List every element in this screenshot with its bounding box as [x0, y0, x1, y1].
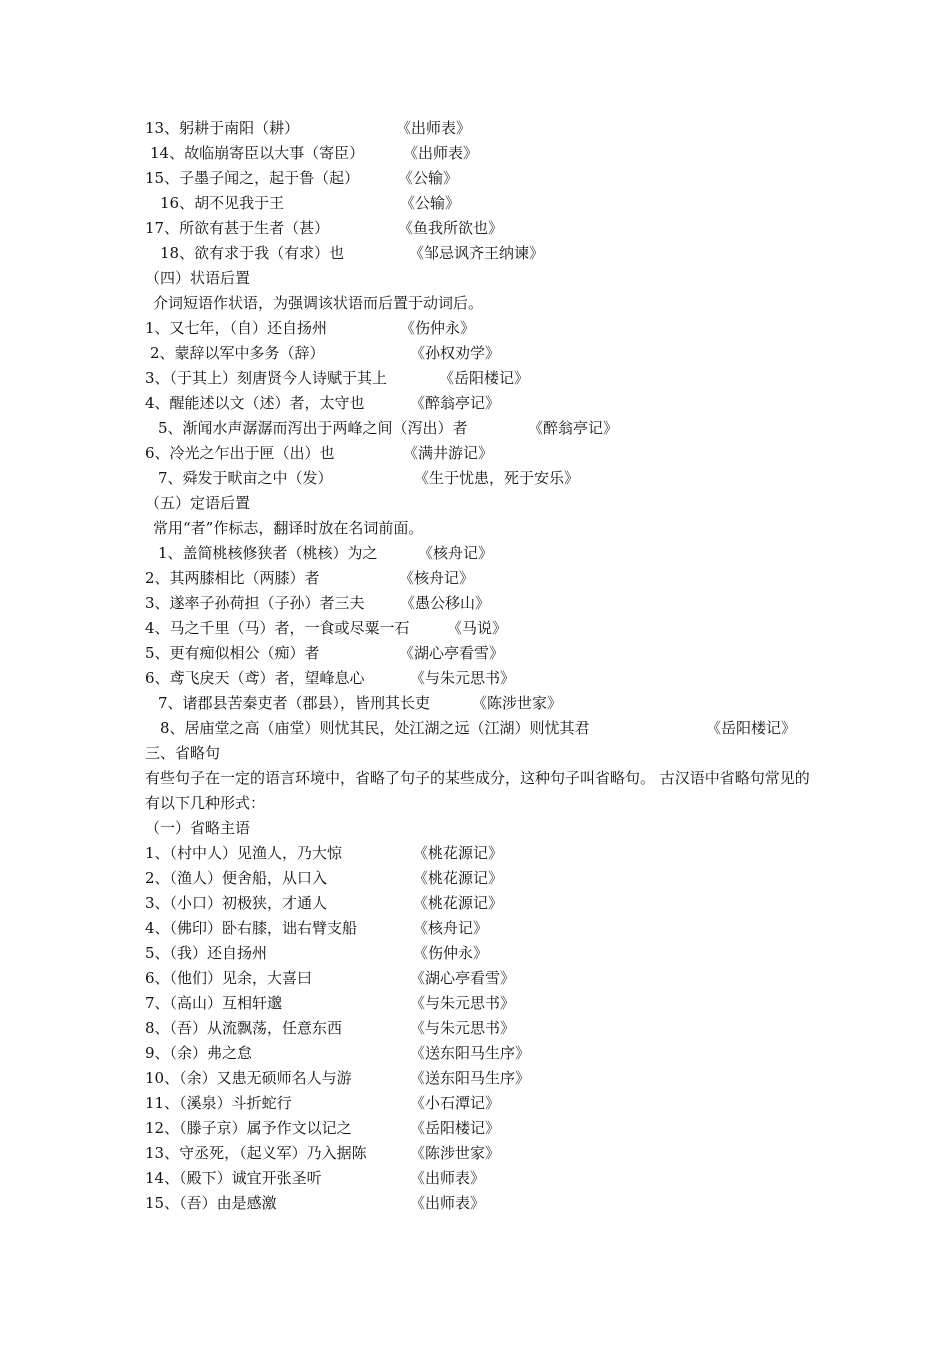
item-text: 5、更有痴似相公（痴）者: [145, 644, 320, 662]
item-text: 13、躬耕于南阳（耕）: [145, 119, 300, 137]
item-source: 《鱼我所欲也》: [398, 219, 504, 237]
item-source: 《孙权劝学》: [410, 344, 501, 362]
item-source: 《愚公移山》: [400, 594, 491, 612]
heading-text: （四）状语后置: [145, 269, 251, 287]
item-source: 《出师表》: [403, 144, 479, 162]
item-source: 《陈涉世家》: [472, 694, 563, 712]
item-source: 《公输》: [398, 169, 459, 187]
item-source: 《桃花源记》: [413, 869, 504, 887]
item-text: 11、（溪泉）斗折蛇行: [145, 1094, 292, 1112]
item-text: 8、（吾）从流飘荡，任意东西: [145, 1019, 343, 1037]
item-text: 14、故临崩寄臣以大事（寄臣）: [150, 144, 365, 162]
heading-text: 三、省略句: [145, 744, 221, 762]
item-text: 2、其两膝相比（两膝）者: [145, 569, 320, 587]
paragraph: 有些句子在一定的语言环境中，省略了句子的某些成分，这种句子叫省略句。 古汉语中省略句常见的有以下几种形式：: [145, 769, 810, 812]
item-source: 《与朱元思书》: [410, 669, 516, 687]
item-text: 7、诸郡县苦秦吏者（郡县），皆刑其长吏: [158, 694, 431, 712]
item-text: 1、（村中人）见渔人，乃大惊: [145, 844, 343, 862]
item-source: 《岳阳楼记》: [706, 719, 797, 737]
item-source: 《湖心亭看雪》: [410, 969, 516, 987]
paragraph-text: 介词短语作状语，为强调该状语而后置于动词后。: [153, 294, 484, 312]
item-source: 《核舟记》: [399, 569, 475, 587]
item-text: 3、（小口）初极狭，才通人: [145, 894, 328, 912]
item-text: 9、（余）弗之怠: [145, 1044, 253, 1062]
item-text: 10、（余）又患无硕师名人与游: [145, 1069, 352, 1087]
item-text: 18、欲有求于我（有求）也: [160, 244, 345, 262]
item-source: 《湖心亭看雪》: [399, 644, 505, 662]
item-source: 《送东阳马生序》: [410, 1069, 531, 1087]
item-text: 6、（他们）见余，大喜曰: [145, 969, 313, 987]
item-source: 《满井游记》: [403, 444, 494, 462]
item-source: 《陈涉世家》: [410, 1144, 501, 1162]
item-source: 《生于忧患，死于安乐》: [414, 469, 580, 487]
item-source: 《马说》: [447, 619, 508, 637]
item-source: 《桃花源记》: [413, 844, 504, 862]
item-text: 8、居庙堂之高（庙堂）则忧其民，处江湖之远（江湖）则忧其君: [160, 719, 590, 737]
item-source: 《出师表》: [410, 1194, 486, 1212]
item-source: 《伤仲永》: [413, 944, 489, 962]
item-text: 4、（佛印）卧右膝，诎右臂支船: [145, 919, 358, 937]
item-source: 《与朱元思书》: [410, 1019, 516, 1037]
item-text: 13、守丞死，（起义军）乃入据陈: [145, 1144, 367, 1162]
item-source: 《岳阳楼记》: [439, 369, 530, 387]
item-source: 《送东阳马生序》: [410, 1044, 531, 1062]
item-source: 《醉翁亭记》: [528, 419, 619, 437]
item-text: 1、又七年，（自）还自扬州: [145, 319, 328, 337]
item-text: 12、（滕子京）属予作文以记之: [145, 1119, 352, 1137]
paragraph-text: 常用“者”作标志，翻译时放在名词前面。: [153, 519, 424, 537]
item-text: 17、所欲有甚于生者（甚）: [145, 219, 330, 237]
item-text: 15、子墨子闻之，起于鲁（起）: [145, 169, 360, 187]
item-text: 15、（吾）由是感激: [145, 1194, 277, 1212]
item-text: 4、醒能述以文（述）者，太守也: [145, 394, 365, 412]
heading-text: （五）定语后置: [145, 494, 251, 512]
item-text: 3、遂率子孙荷担（子孙）者三夫: [145, 594, 365, 612]
item-source: 《核舟记》: [418, 544, 494, 562]
item-source: 《伤仲永》: [400, 319, 476, 337]
item-text: 5、渐闻水声潺潺而泻出于两峰之间（泻出）者: [158, 419, 468, 437]
item-source: 《出师表》: [396, 119, 472, 137]
item-text: 14、（殿下）诚宜开张圣听: [145, 1169, 322, 1187]
item-text: 7、舜发于畎亩之中（发）: [158, 469, 333, 487]
item-text: 16、胡不见我于王: [160, 194, 285, 212]
item-text: 7、（高山）互相轩邈: [145, 994, 283, 1012]
item-source: 《邹忌讽齐王纳谏》: [409, 244, 545, 262]
item-source: 《岳阳楼记》: [410, 1119, 501, 1137]
item-source: 《核舟记》: [413, 919, 489, 937]
item-text: 4、马之千里（马）者，一食或尽粟一石: [145, 619, 410, 637]
item-source: 《出师表》: [410, 1169, 486, 1187]
item-text: 2、（渔人）便舍船，从口入: [145, 869, 328, 887]
item-source: 《与朱元思书》: [410, 994, 516, 1012]
item-text: 6、鸢飞戾天（鸢）者，望峰息心: [145, 669, 365, 687]
item-source: 《公输》: [400, 194, 461, 212]
item-source: 《小石潭记》: [410, 1094, 501, 1112]
item-text: 3、（于其上）刻唐贤今人诗赋于其上: [145, 369, 388, 387]
item-text: 5、（我）还自扬州: [145, 944, 268, 962]
heading-text: （一）省略主语: [145, 819, 251, 837]
item-source: 《桃花源记》: [413, 894, 504, 912]
item-text: 6、冷光之乍出于匣（出）也: [145, 444, 335, 462]
item-source: 《醉翁亭记》: [410, 394, 501, 412]
item-text: 1、盖简桃核修狭者（桃核）为之: [158, 544, 378, 562]
item-text: 2、蒙辞以军中多务（辞）: [150, 344, 325, 362]
